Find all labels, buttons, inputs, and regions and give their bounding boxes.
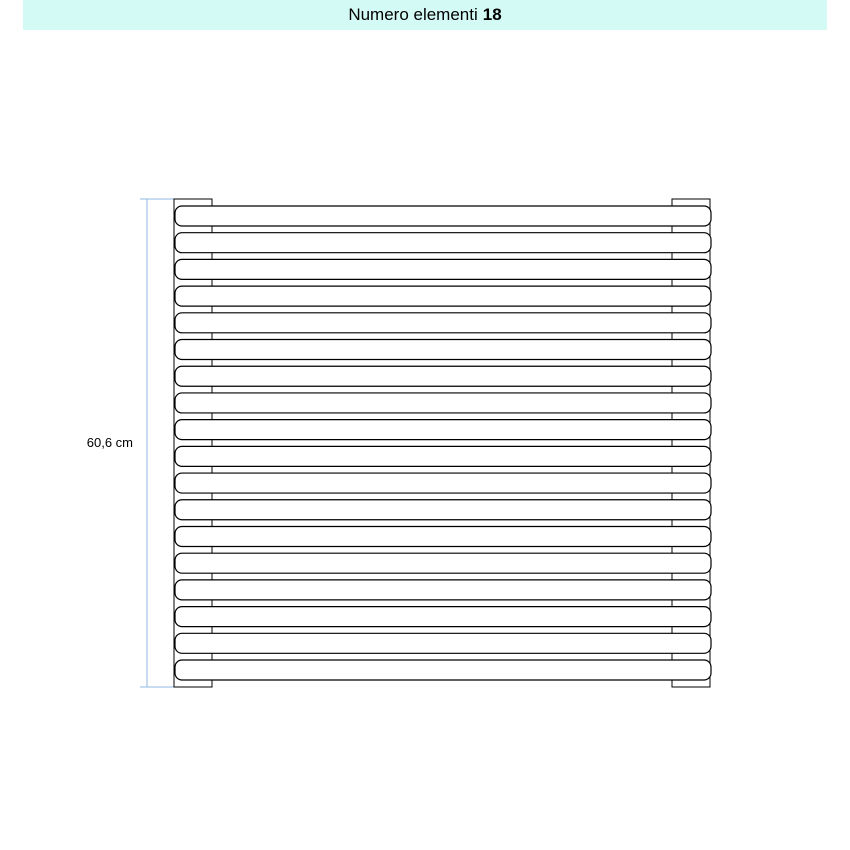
- radiator-element: [175, 446, 711, 466]
- radiator-element: [175, 526, 711, 546]
- height-dimension: [140, 199, 176, 687]
- element-count: 18: [482, 5, 502, 24]
- radiator-element: [175, 393, 711, 413]
- radiator-element: [175, 607, 711, 627]
- radiator-element: [175, 286, 711, 306]
- radiator-element: [175, 233, 711, 253]
- header-label: Numero elementi: [348, 5, 478, 24]
- radiator-element: [175, 366, 711, 386]
- radiator-element: [175, 420, 711, 440]
- radiator-element: [175, 259, 711, 279]
- radiator-elements: [174, 199, 711, 687]
- radiator-element: [175, 500, 711, 520]
- radiator-element: [175, 553, 711, 573]
- radiator-element: [175, 580, 711, 600]
- radiator-element: [175, 633, 711, 653]
- radiator-element: [175, 313, 711, 333]
- radiator-element: [175, 206, 711, 226]
- height-label: 60,6 cm: [86, 435, 133, 450]
- radiator-element: [175, 473, 711, 493]
- radiator-element: [175, 660, 711, 680]
- radiator-element: [175, 340, 711, 360]
